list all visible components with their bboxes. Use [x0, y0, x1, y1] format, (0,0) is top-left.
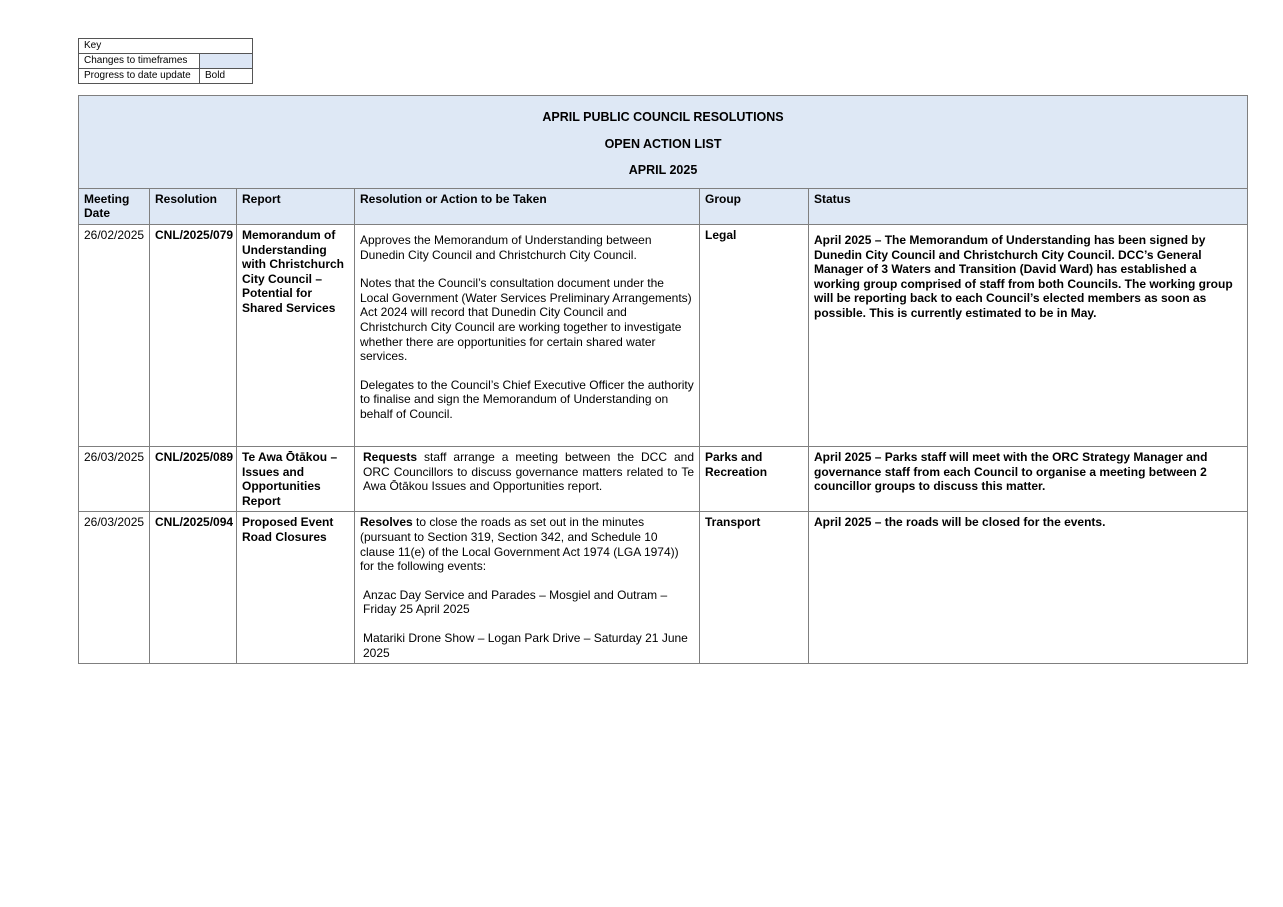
action-paragraph: Approves the Memorandum of Understanding between Dunedin City Council and Christchurch City Council. [360, 232, 652, 262]
action-text [355, 224, 700, 446]
action-body: staff arrange a meeting between the DCC and ORC Councillors to discuss governance matters related to Te Awa Ōtākou Issues and Opportunities report. [363, 449, 694, 494]
action-body: to close the roads as set out in the minutes (pursuant to Section 319, Section 342, and Schedule 10 clause 11(e) of the Local Government Act 1974 (LGA 1974)) for the following events: [360, 515, 679, 574]
header-report: Report [237, 188, 355, 224]
group-name: Transport [700, 512, 809, 664]
key-value-progress: Bold [200, 69, 253, 84]
resolution-number: CNL/2025/094 [150, 512, 237, 664]
key-title: Key [79, 39, 253, 54]
report-name: Proposed Event Road Closures [237, 512, 355, 664]
action-text [355, 512, 700, 664]
table-header-row [79, 188, 1248, 224]
event-item: Anzac Day Service and Parades – Mosgiel and Outram – Friday 25 April 2025 [363, 587, 668, 617]
table-row [79, 224, 1248, 446]
table-row [79, 512, 1248, 664]
report-name: Memorandum of Understanding with Christchurch City Council – Potential for Shared Services [237, 224, 355, 446]
action-verb: Resolves [360, 515, 413, 530]
document-title-block [79, 96, 1248, 189]
key-label-timeframes: Changes to timeframes [79, 54, 200, 69]
status-text: April 2025 – the roads will be closed for the events. [809, 512, 1248, 664]
event-item: Matariki Drone Show – Logan Park Drive – Saturday 21 June 2025 [363, 630, 688, 660]
meeting-date: 26/02/2025 [79, 224, 150, 446]
header-resolution: Resolution [150, 188, 237, 224]
meeting-date: 26/03/2025 [79, 512, 150, 664]
report-name: Te Awa Ōtākou – Issues and Opportunities Report [237, 446, 355, 511]
header-group: Group [700, 188, 809, 224]
meeting-date: 26/03/2025 [79, 446, 150, 511]
action-list-table [78, 95, 1248, 664]
key-label-progress: Progress to date update [79, 69, 200, 84]
action-text [355, 446, 700, 511]
header-action: Resolution or Action to be Taken [355, 188, 700, 224]
header-meeting-date: Meeting Date [79, 188, 150, 224]
action-paragraph: Delegates to the Council’s Chief Executive Officer the authority to finalise and sign the Memorandum of Understanding on behalf of Council. [360, 377, 694, 421]
status-text: April 2025 – The Memorandum of Understanding has been signed by Dunedin City Council and Christchurch City Council. DCC’s General Manager of 3 Waters and Transition (David Ward) has established a working group comprised of staff from both Councils. The working group will be reporting back to each Council’s elected members as soon as possible. This is currently estimated to be in May. [809, 224, 1248, 446]
table-row [79, 446, 1248, 511]
action-verb: Requests [363, 449, 418, 464]
resolution-number: CNL/2025/079 [150, 224, 237, 446]
status-text: April 2025 – Parks staff will meet with the ORC Strategy Manager and governance staff from each Council to organise a meeting between 2 councillor groups to discuss this matter. [809, 446, 1248, 511]
header-status: Status [809, 188, 1248, 224]
group-name: Parks and Recreation [700, 446, 809, 511]
key-swatch-timeframes [200, 54, 253, 69]
document-period: APRIL 2025 [628, 163, 698, 178]
key-table [78, 38, 253, 84]
action-paragraph: Notes that the Council’s consultation document under the Local Government (Water Services Preliminary Arrangements) Act 2024 will record that Dunedin City Council and Christchurch City Council are working together to investigate whether there are opportunities for certain shared water services. [360, 276, 692, 364]
group-name: Legal [700, 224, 809, 446]
resolution-number: CNL/2025/089 [150, 446, 237, 511]
document-title: APRIL PUBLIC COUNCIL RESOLUTIONS [542, 110, 784, 124]
document-subtitle: OPEN ACTION LIST [604, 136, 722, 151]
